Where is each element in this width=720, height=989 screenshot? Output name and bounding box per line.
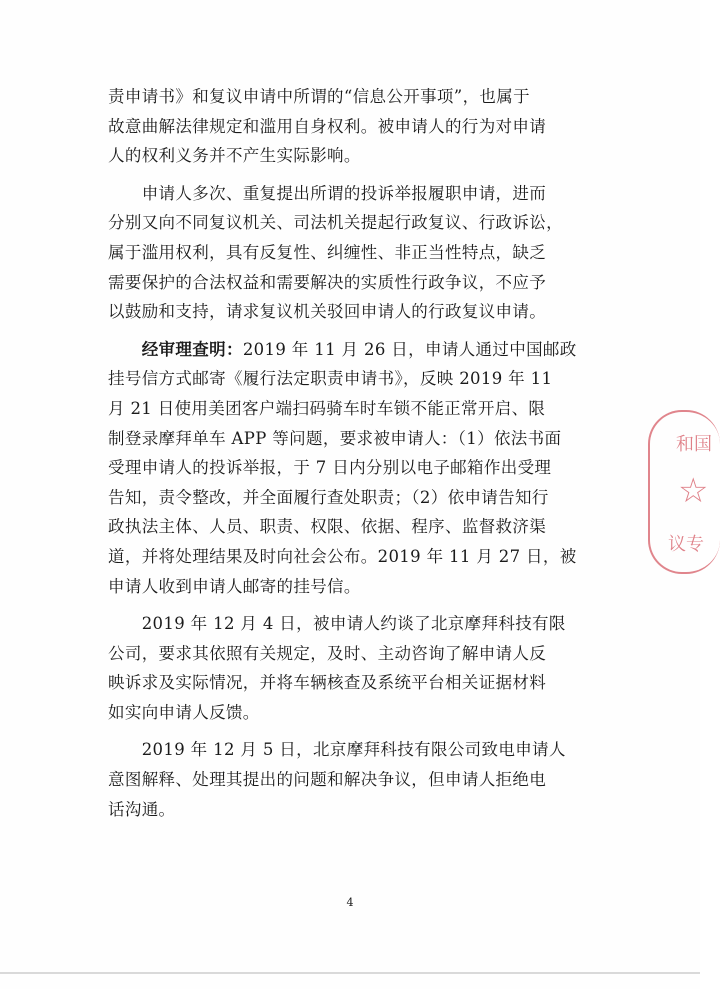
text-line: 申请人收到申请人邮寄的挂号信。 xyxy=(108,576,361,596)
paragraph-2 xyxy=(108,179,598,327)
paragraph-4 xyxy=(108,609,598,727)
text-line: 制登录摩拜单车 APP 等问题，要求被申请人：（1）依法书面 xyxy=(108,428,562,448)
paragraph-3 xyxy=(108,335,598,601)
paragraph-1 xyxy=(108,82,598,171)
document-body xyxy=(108,82,598,832)
text-line: 需要保护的合法权益和需要解决的实质性行政争议，不应予 xyxy=(108,272,547,292)
text-line: 受理申请人的投诉举报，于 7 日内分别以电子邮箱作出受理 xyxy=(108,458,552,478)
text-line: 责申请书》和复议申请中所谓的“信息公开事项”，也属于 xyxy=(108,87,530,106)
text-fragment: 2019 年 11 月 26 日，申请人通过中国邮政 xyxy=(242,339,577,359)
text-line xyxy=(108,335,598,365)
text-line: 公司，要求其依照有关规定，及时、主动咨询了解申请人反 xyxy=(108,643,547,663)
text-line: 意图解释、处理其提出的问题和解决争议，但申请人拒绝电 xyxy=(108,770,547,790)
text-line: 映诉求及实际情况，并将车辆核查及系统平台相关证据材料 xyxy=(108,673,547,693)
text-line: 属于滥用权利，具有反复性、纠缠性、非正当性特点，缺乏 xyxy=(108,242,547,262)
text-line: 2019 年 12 月 4 日，被申请人约谈了北京摩拜科技有限 xyxy=(108,614,566,634)
page-number: 4 xyxy=(346,896,354,909)
paragraph-5 xyxy=(108,735,598,824)
text-line: 挂号信方式邮寄《履行法定职责申请书》，反映 2019 年 11 xyxy=(108,369,553,389)
scan-edge-divider xyxy=(0,972,700,974)
text-line: 故意曲解法律规定和滥用自身权利。被申请人的行为对申请 xyxy=(108,116,547,136)
text-line: 如实向申请人反馈。 xyxy=(108,702,260,722)
text-line: 政执法主体、人员、职责、权限、依据、程序、监督救济渠 xyxy=(108,517,547,537)
seal-text-bottom: 议专 xyxy=(668,534,704,555)
text-line: 人的权利义务并不产生实际影响。 xyxy=(108,146,361,166)
text-line: 2019 年 12 月 5 日，北京摩拜科技有限公司致电申请人 xyxy=(108,740,566,760)
text-line: 以鼓励和支持，请求复议机关驳回申请人的行政复议申请。 xyxy=(108,302,547,322)
text-line: 话沟通。 xyxy=(108,799,176,819)
seal-text-top: 和国 xyxy=(676,434,712,455)
text-line: 月 21 日使用美团客户端扫码骑车时车锁不能正常开启、限 xyxy=(108,398,546,418)
text-line: 道，并将处理结果及时向社会公布。2019 年 11 月 27 日，被 xyxy=(108,546,577,566)
finding-heading: 经审理查明： xyxy=(141,339,243,359)
text-line: 告知，责令整改，并全面履行查处职责；（2）依申请告知行 xyxy=(108,487,549,507)
official-seal-fragment xyxy=(648,410,720,574)
text-line: 分别又向不同复议机关、司法机关提起行政复议、行政诉讼， xyxy=(108,213,563,233)
star-icon: ☆ xyxy=(678,471,709,511)
text-line: 申请人多次、重复提出所谓的投诉举报履职申请，进而 xyxy=(108,183,547,203)
